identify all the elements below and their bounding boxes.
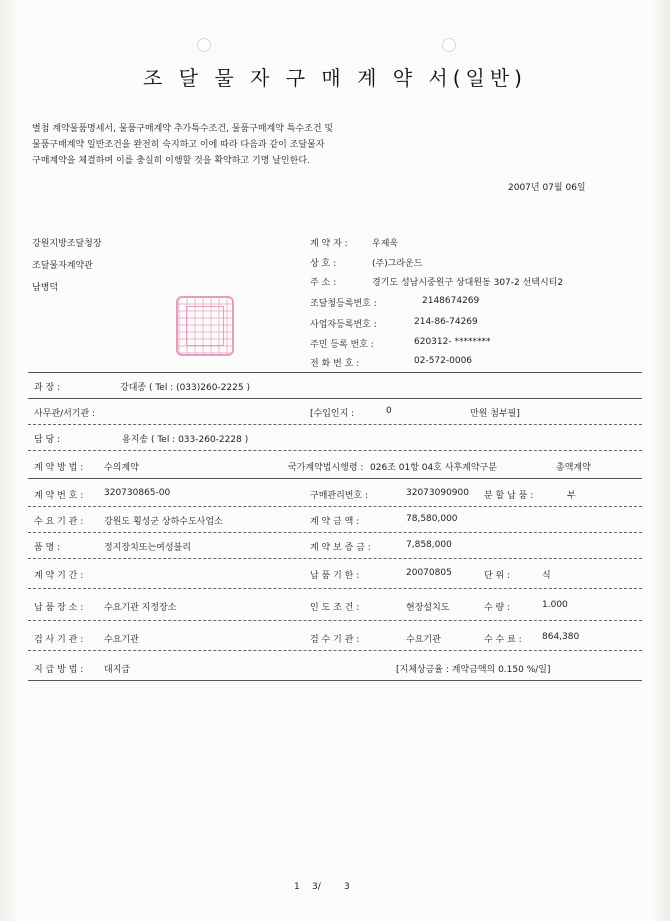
page-number: 1	[294, 882, 300, 892]
delivery-deadline-value: 20070805	[406, 568, 452, 578]
revenue-stamp-suffix: 만원 첨부필]	[470, 409, 520, 419]
method-value: 수의계약	[104, 463, 139, 473]
divider	[28, 558, 642, 559]
proc-reg-value: 2148674269	[422, 296, 480, 306]
divider	[28, 398, 642, 399]
manager-label: 담 당 :	[34, 435, 61, 445]
handover-label: 인 도 조 건 :	[310, 603, 360, 613]
chief-value: 강대종 ( Tel : (033)260-2225 )	[120, 383, 250, 393]
contract-date: 2007년 07월 06일	[508, 183, 586, 193]
divider	[28, 532, 642, 533]
contractor-label: 계 약 자 :	[310, 239, 348, 249]
divider	[28, 372, 642, 373]
fee-value: 864,380	[542, 632, 580, 642]
deposit-value: 7,858,000	[406, 540, 452, 550]
biz-reg-label: 사업자등록번호 :	[310, 320, 377, 330]
period-label: 계 약 기 간 :	[34, 571, 84, 581]
company-value: (주)그라운드	[372, 259, 423, 269]
fee-label: 수 수 료 :	[484, 635, 522, 645]
chief-label: 과 장 :	[34, 383, 61, 393]
intro-line: 물품구매계약 일반조건을 완전히 숙지하고 이에 따라 다음과 같이 조달물자	[32, 140, 325, 150]
item-label: 품 명 :	[34, 543, 61, 553]
inspection-value: 수요기관	[104, 635, 139, 645]
punch-hole-left	[197, 38, 211, 52]
address-label: 주 소 :	[310, 278, 337, 288]
divider	[28, 424, 642, 425]
intro-line: 별첨 계약물품명세서, 물품구매계약 추가특수조건, 물품구매계약 특수조건 및	[32, 124, 334, 134]
demand-agency-label: 수 요 기 관 :	[34, 517, 84, 527]
revenue-stamp-label: [수입인지 :	[310, 409, 355, 419]
page-separator: 3/	[312, 882, 321, 892]
inspection-label: 검 사 기 관 :	[34, 635, 84, 645]
contract-amount-label: 계 약 금 액 :	[310, 517, 360, 527]
officer-label: 사무관/서기관 :	[34, 409, 96, 419]
contractor-value: 우제욱	[372, 239, 399, 249]
contract-no-label: 계 약 번 호 :	[34, 491, 84, 501]
total-contract-value: 총액계약	[556, 463, 591, 473]
document-title: 조 달 물 자 구 매 계 약 서(일반)	[143, 66, 527, 90]
contract-amount-value: 78,580,000	[406, 514, 458, 524]
phone-label: 전 화 번 호 :	[310, 359, 360, 369]
divider	[28, 680, 642, 681]
unit-value: 식	[542, 571, 551, 581]
delay-penalty-value: [지체상금율 : 계약금액의 0.150 %/일]	[396, 665, 551, 675]
acceptance-value: 수요기관	[406, 635, 441, 645]
punch-hole-right	[442, 38, 456, 52]
address-value: 경기도 성남시중원구 상대원동 307-2 선텍시티2	[372, 278, 564, 288]
company-label: 상 호 :	[310, 259, 337, 269]
divider	[28, 478, 642, 479]
proc-reg-label: 조달청등록번호 :	[310, 299, 377, 309]
agency-name: 강원지방조달청장	[32, 239, 102, 249]
biz-reg-value: 214-86-74269	[414, 317, 478, 327]
method-label: 계 약 방 법 :	[34, 463, 84, 473]
partial-delivery-value: 부	[567, 491, 576, 501]
demand-agency-value: 강원도 횡성군 상하수도사업소	[104, 517, 223, 527]
payment-value: 대지급	[104, 665, 131, 675]
revenue-stamp-amount: 0	[386, 406, 392, 416]
unit-label: 단 위 :	[484, 571, 511, 581]
contract-no-value: 320730865-00	[104, 488, 171, 498]
handover-value: 현장설치도	[406, 603, 450, 613]
divider	[28, 588, 642, 589]
acceptance-label: 검 수 기 관 :	[310, 635, 360, 645]
quantity-value: 1.000	[542, 600, 568, 610]
divider	[28, 620, 642, 621]
quantity-label: 수 량 :	[484, 603, 511, 613]
agency-officer-title: 조달물자계약관	[32, 261, 93, 271]
item-value: 정지장치또는여성블리	[104, 543, 191, 553]
phone-value: 02-572-0006	[414, 356, 473, 366]
purchase-no-label: 구매관리번호 :	[310, 491, 369, 501]
page-total: 3	[344, 882, 350, 892]
divider	[28, 650, 642, 651]
official-seal	[176, 296, 234, 356]
divider	[28, 506, 642, 507]
resident-value: 620312- ********	[414, 337, 491, 347]
intro-line: 구매계약을 체결하며 이를 충실히 이행할 것을 확약하고 기명 날인한다.	[32, 156, 310, 166]
law-value: 026조 01항 04호 사후계약구분	[370, 463, 497, 473]
intro-paragraph	[32, 121, 333, 169]
manager-value: 용지송 ( Tel : 033-260-2228 )	[122, 435, 249, 445]
agency-officer-name: 남병덕	[32, 283, 59, 293]
partial-delivery-label: 분 할 납 품 :	[484, 491, 534, 501]
deposit-label: 계 약 보 증 금 :	[310, 543, 371, 553]
delivery-place-label: 납 품 장 소 :	[34, 603, 84, 613]
delivery-place-value: 수요기관 지정장소	[104, 603, 177, 613]
law-label: 국가계약법시행령 :	[288, 463, 364, 473]
divider	[28, 450, 642, 451]
purchase-no-value: 32073090900	[406, 488, 469, 498]
resident-label: 주민 등록 번호 :	[310, 340, 374, 350]
delivery-deadline-label: 납 품 기 한 :	[310, 571, 360, 581]
payment-label: 지 급 방 법 :	[34, 665, 84, 675]
